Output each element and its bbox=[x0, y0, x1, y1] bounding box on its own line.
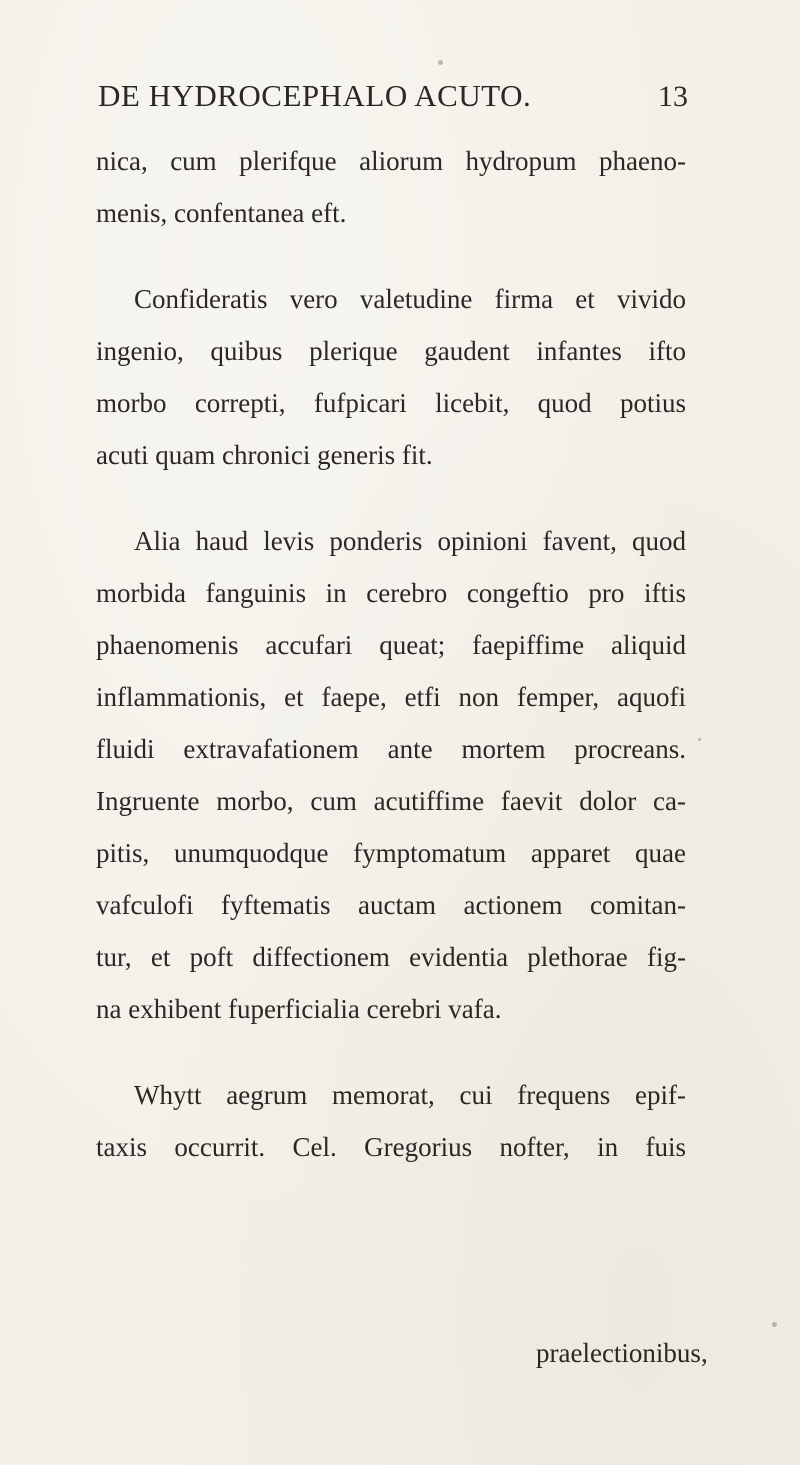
text-line: Confideratis vero valetudine firma et vivido bbox=[134, 284, 686, 314]
text-line: morbo correpti, fufpicari licebit, quod potius bbox=[96, 388, 686, 418]
page-number: 13 bbox=[658, 80, 688, 113]
paper-speck bbox=[772, 1322, 777, 1327]
text-line: menis, confentanea eft. bbox=[96, 198, 347, 228]
text-line: na exhibent fuperficialia cerebri vafa. bbox=[96, 994, 502, 1024]
text-line: vafculofi fyftematis auctam actionem comitan- bbox=[96, 890, 686, 920]
paragraph bbox=[96, 273, 686, 481]
text-line: nica, cum plerifque aliorum hydropum phaeno- bbox=[96, 146, 686, 176]
paper-speck bbox=[698, 738, 701, 741]
paragraph bbox=[96, 515, 686, 1035]
body-text bbox=[96, 135, 686, 1173]
text-line: taxis occurrit. Cel. Gregorius nofter, in fuis bbox=[96, 1132, 686, 1162]
text-line: Ingruente morbo, cum acutiffime faevit dolor ca- bbox=[96, 786, 686, 816]
text-line: pitis, unumquodque fymptomatum apparet quae bbox=[96, 838, 686, 868]
paragraph bbox=[96, 1069, 686, 1173]
text-line: ingenio, quibus plerique gaudent infantes ifto bbox=[96, 336, 686, 366]
text-line: inflammationis, et faepe, etfi non femper, aquofi bbox=[96, 682, 686, 712]
text-line: acuti quam chronici generis fit. bbox=[96, 440, 433, 470]
text-line: Whytt aegrum memorat, cui frequens epif- bbox=[134, 1080, 686, 1110]
text-line: tur, et poft diffectionem evidentia plethorae fig- bbox=[96, 942, 686, 972]
text-line: fluidi extravafationem ante mortem procreans. bbox=[96, 734, 686, 764]
running-title: DE HYDROCEPHALO ACUTO. bbox=[98, 78, 532, 113]
text-line: morbida fanguinis in cerebro congeftio pro iftis bbox=[96, 578, 686, 608]
paper-speck bbox=[438, 60, 443, 65]
paragraph bbox=[96, 135, 686, 239]
catchword: praelectionibus, bbox=[536, 1338, 708, 1368]
text-line: phaenomenis accufari queat; faepiffime aliquid bbox=[96, 630, 686, 660]
text-line: Alia haud levis ponderis opinioni favent, quod bbox=[134, 526, 686, 556]
